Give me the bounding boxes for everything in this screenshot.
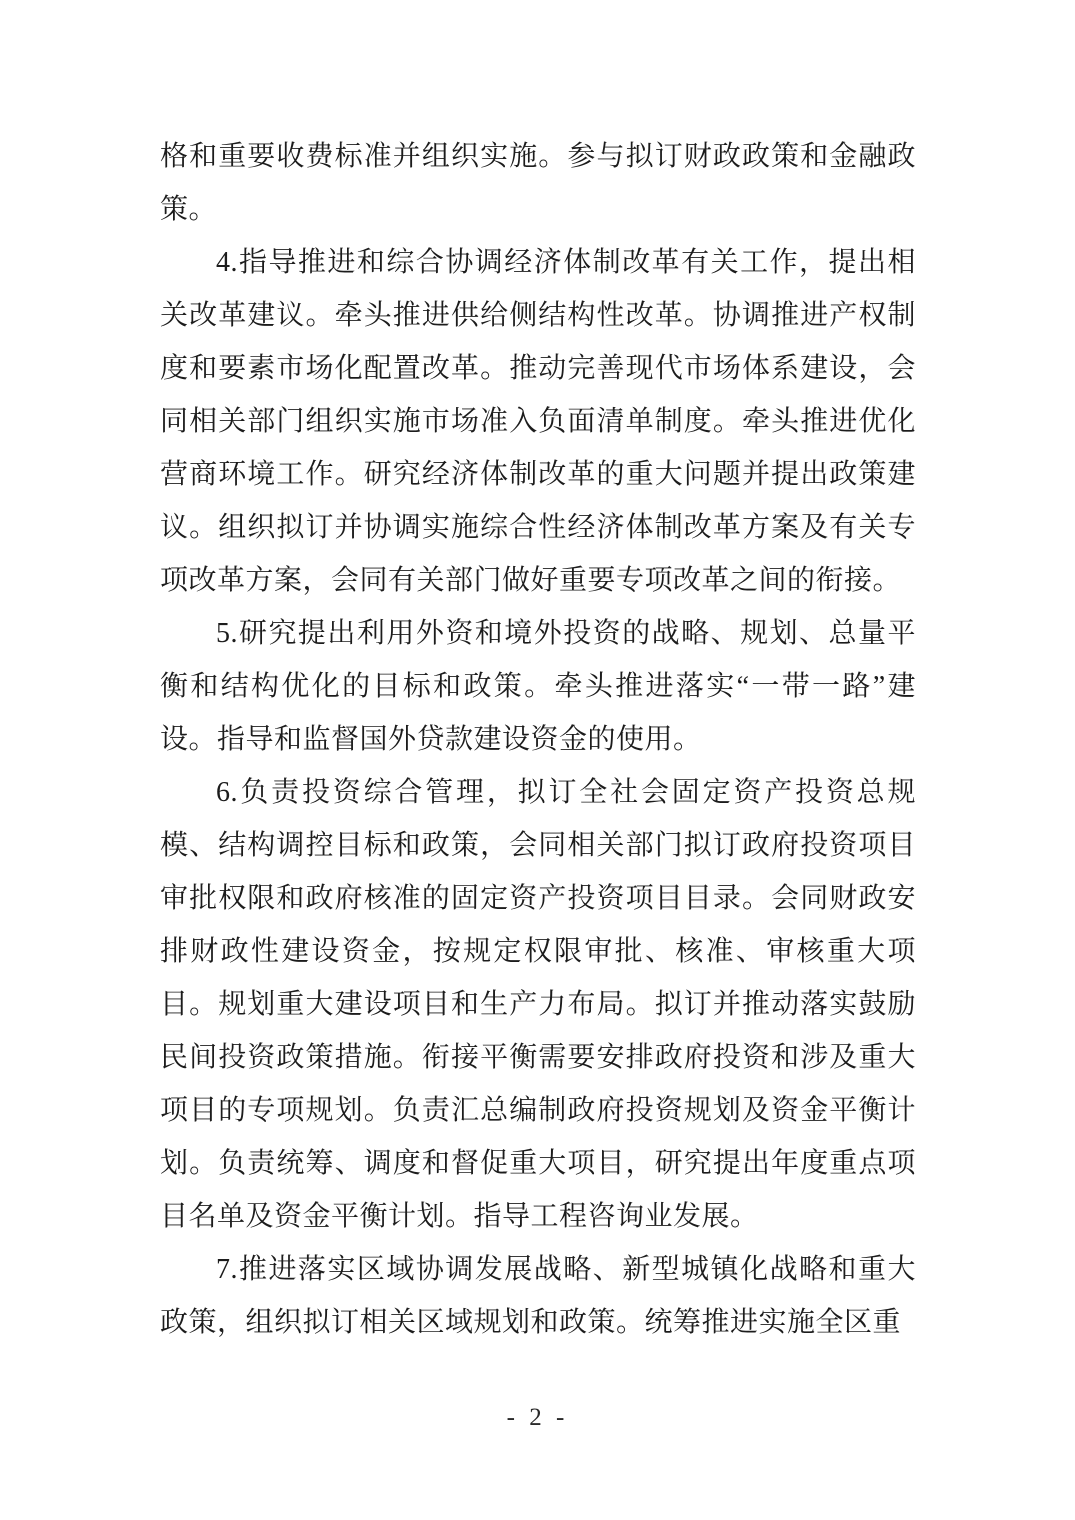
paragraph-item-5: 5.研究提出利用外资和境外投资的战略、规划、总量平衡和结构优化的目标和政策。牵头推进落实“一带一路”建设。指导和监督国外贷款建设资金的使用。	[160, 618, 916, 755]
page-footer	[0, 1398, 1075, 1438]
paragraph-item-7: 7.推进落实区域协调发展战略、新型城镇化战略和重大政策，组织拟订相关区域规划和政策。统筹推进实施全区重	[160, 1254, 916, 1338]
paragraph-item-6: 6.负责投资综合管理，拟订全社会固定资产投资总规模、结构调控目标和政策，会同相关部门拟订政府投资项目审批权限和政府核准的固定资产投资项目目录。会同财政安排财政性建设资金，按规定权限审批、核准、审核重大项目。规划重大建设项目和生产力布局。拟订并推动落实鼓励民间投资政策措施。衔接平衡需要安排政府投资和涉及重大项目的专项规划。负责汇总编制政府投资规划及资金平衡计划。负责统筹、调度和督促重大项目，研究提出年度重点项目名单及资金平衡计划。指导工程咨询业发展。	[160, 777, 916, 1232]
paragraph-continuation: 格和重要收费标准并组织实施。参与拟订财政政策和金融政策。	[160, 141, 916, 225]
document-body	[160, 130, 916, 1349]
page-number: - 2 -	[506, 1404, 569, 1431]
paragraph-item-4: 4.指导推进和综合协调经济体制改革有关工作，提出相关改革建议。牵头推进供给侧结构性改革。协调推进产权制度和要素市场化配置改革。推动完善现代市场体系建设，会同相关部门组织实施市场准入负面清单制度。牵头推进优化营商环境工作。研究经济体制改革的重大问题并提出政策建议。组织拟订并协调实施综合性经济体制改革方案及有关专项改革方案，会同有关部门做好重要专项改革之间的衔接。	[160, 247, 916, 596]
